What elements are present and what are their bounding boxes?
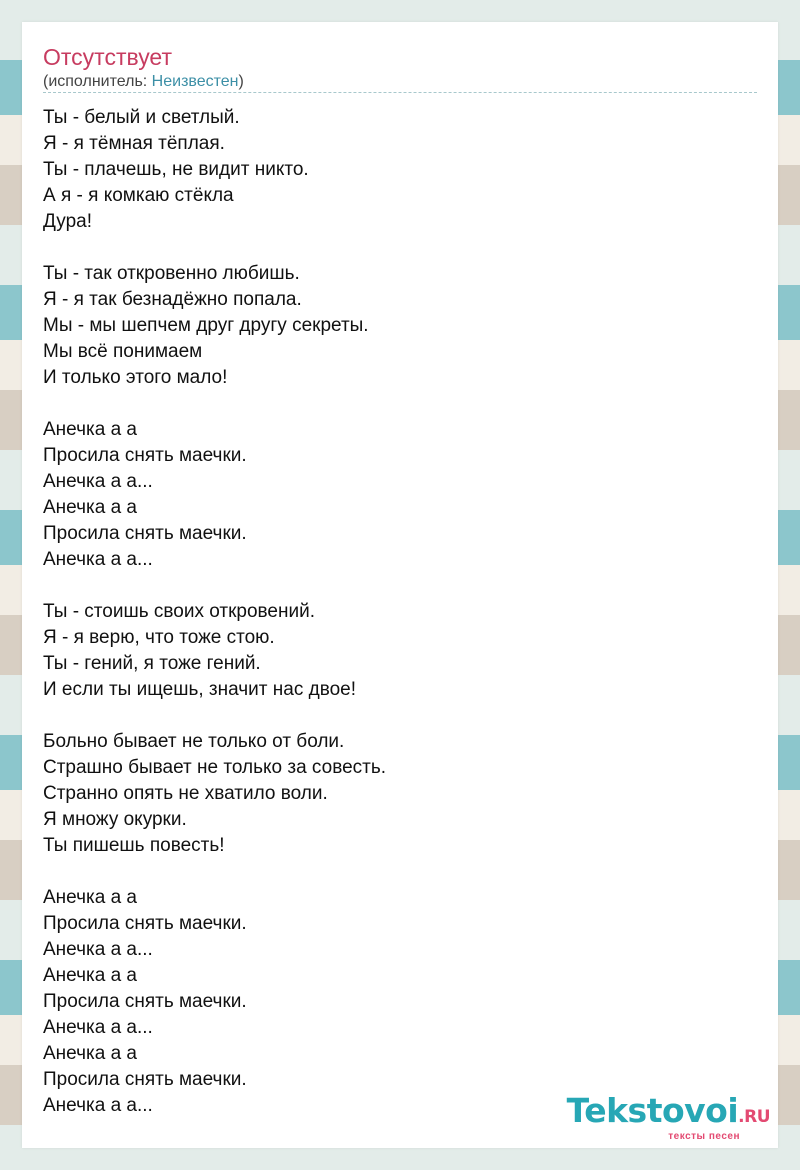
lyric-line: Анечка а а... <box>43 549 153 570</box>
lyric-line: Ты пишешь повесть! <box>43 835 225 856</box>
lyric-line: И только этого мало! <box>43 367 228 388</box>
lyric-line: Мы - мы шепчем друг другу секреты. <box>43 315 369 336</box>
lyric-line: Ты - так откровенно любишь. <box>43 263 300 284</box>
lyric-line: Я - я тёмная тёплая. <box>43 133 225 154</box>
lyric-blank-line <box>43 235 757 261</box>
lyric-line: Ты - плачешь, не видит никто. <box>43 159 309 180</box>
song-title: Отсутствует <box>43 44 172 70</box>
lyric-line: Анечка а а... <box>43 1017 153 1038</box>
lyrics-card <box>22 22 778 1148</box>
lyric-blank-line <box>43 573 757 599</box>
logo-name: Tekstovoi <box>566 1091 739 1130</box>
lyric-line: Просила снять маечки. <box>43 445 247 466</box>
lyric-line: Анечка а а... <box>43 939 153 960</box>
lyric-line: Мы всё понимаем <box>43 341 203 362</box>
lyric-line: Анечка а а <box>43 497 137 518</box>
lyric-line: Анечка а а... <box>43 1095 153 1116</box>
lyric-line: Анечка а а <box>43 887 137 908</box>
lyric-line: Ты - стоишь своих откровений. <box>43 601 315 622</box>
lyrics-text <box>43 105 757 1119</box>
lyric-line: Я - я так безнадёжно попала. <box>43 289 302 310</box>
lyric-line: Просила снять маечки. <box>43 991 247 1012</box>
artist-line <box>43 72 244 92</box>
lyric-line: Просила снять маечки. <box>43 523 247 544</box>
lyric-line: Анечка а а... <box>43 471 153 492</box>
lyric-line: Дура! <box>43 211 92 232</box>
header-divider <box>43 92 757 93</box>
logo-wordmark <box>566 1091 770 1134</box>
artist-prefix: (исполнитель: <box>43 73 152 90</box>
lyric-line: Просила снять маечки. <box>43 1069 247 1090</box>
site-logo[interactable] <box>566 1091 770 1142</box>
lyric-line: А я - я комкаю стёкла <box>43 185 234 206</box>
lyric-line: Ты - гений, я тоже гений. <box>43 653 261 674</box>
lyric-line: Я - я верю, что тоже стою. <box>43 627 275 648</box>
lyric-line: Анечка а а <box>43 965 137 986</box>
lyric-line: Анечка а а <box>43 1043 137 1064</box>
lyric-line: Больно бывает не только от боли. <box>43 731 345 752</box>
artist-suffix: ) <box>238 73 244 90</box>
artist-link[interactable]: Неизвестен <box>151 73 239 90</box>
lyric-line: Я множу окурки. <box>43 809 187 830</box>
logo-tagline: тексты песен <box>668 1131 740 1142</box>
lyric-blank-line <box>43 391 757 417</box>
logo-tld: .RU <box>738 1107 770 1127</box>
lyric-line: И если ты ищешь, значит нас двое! <box>43 679 356 700</box>
lyric-line: Просила снять маечки. <box>43 913 247 934</box>
lyric-line: Ты - белый и светлый. <box>43 107 240 128</box>
lyric-line: Анечка а а <box>43 419 137 440</box>
lyric-blank-line <box>43 859 757 885</box>
lyric-blank-line <box>43 703 757 729</box>
lyric-line: Странно опять не хватило воли. <box>43 783 328 804</box>
lyric-line: Страшно бывает не только за совесть. <box>43 757 387 778</box>
